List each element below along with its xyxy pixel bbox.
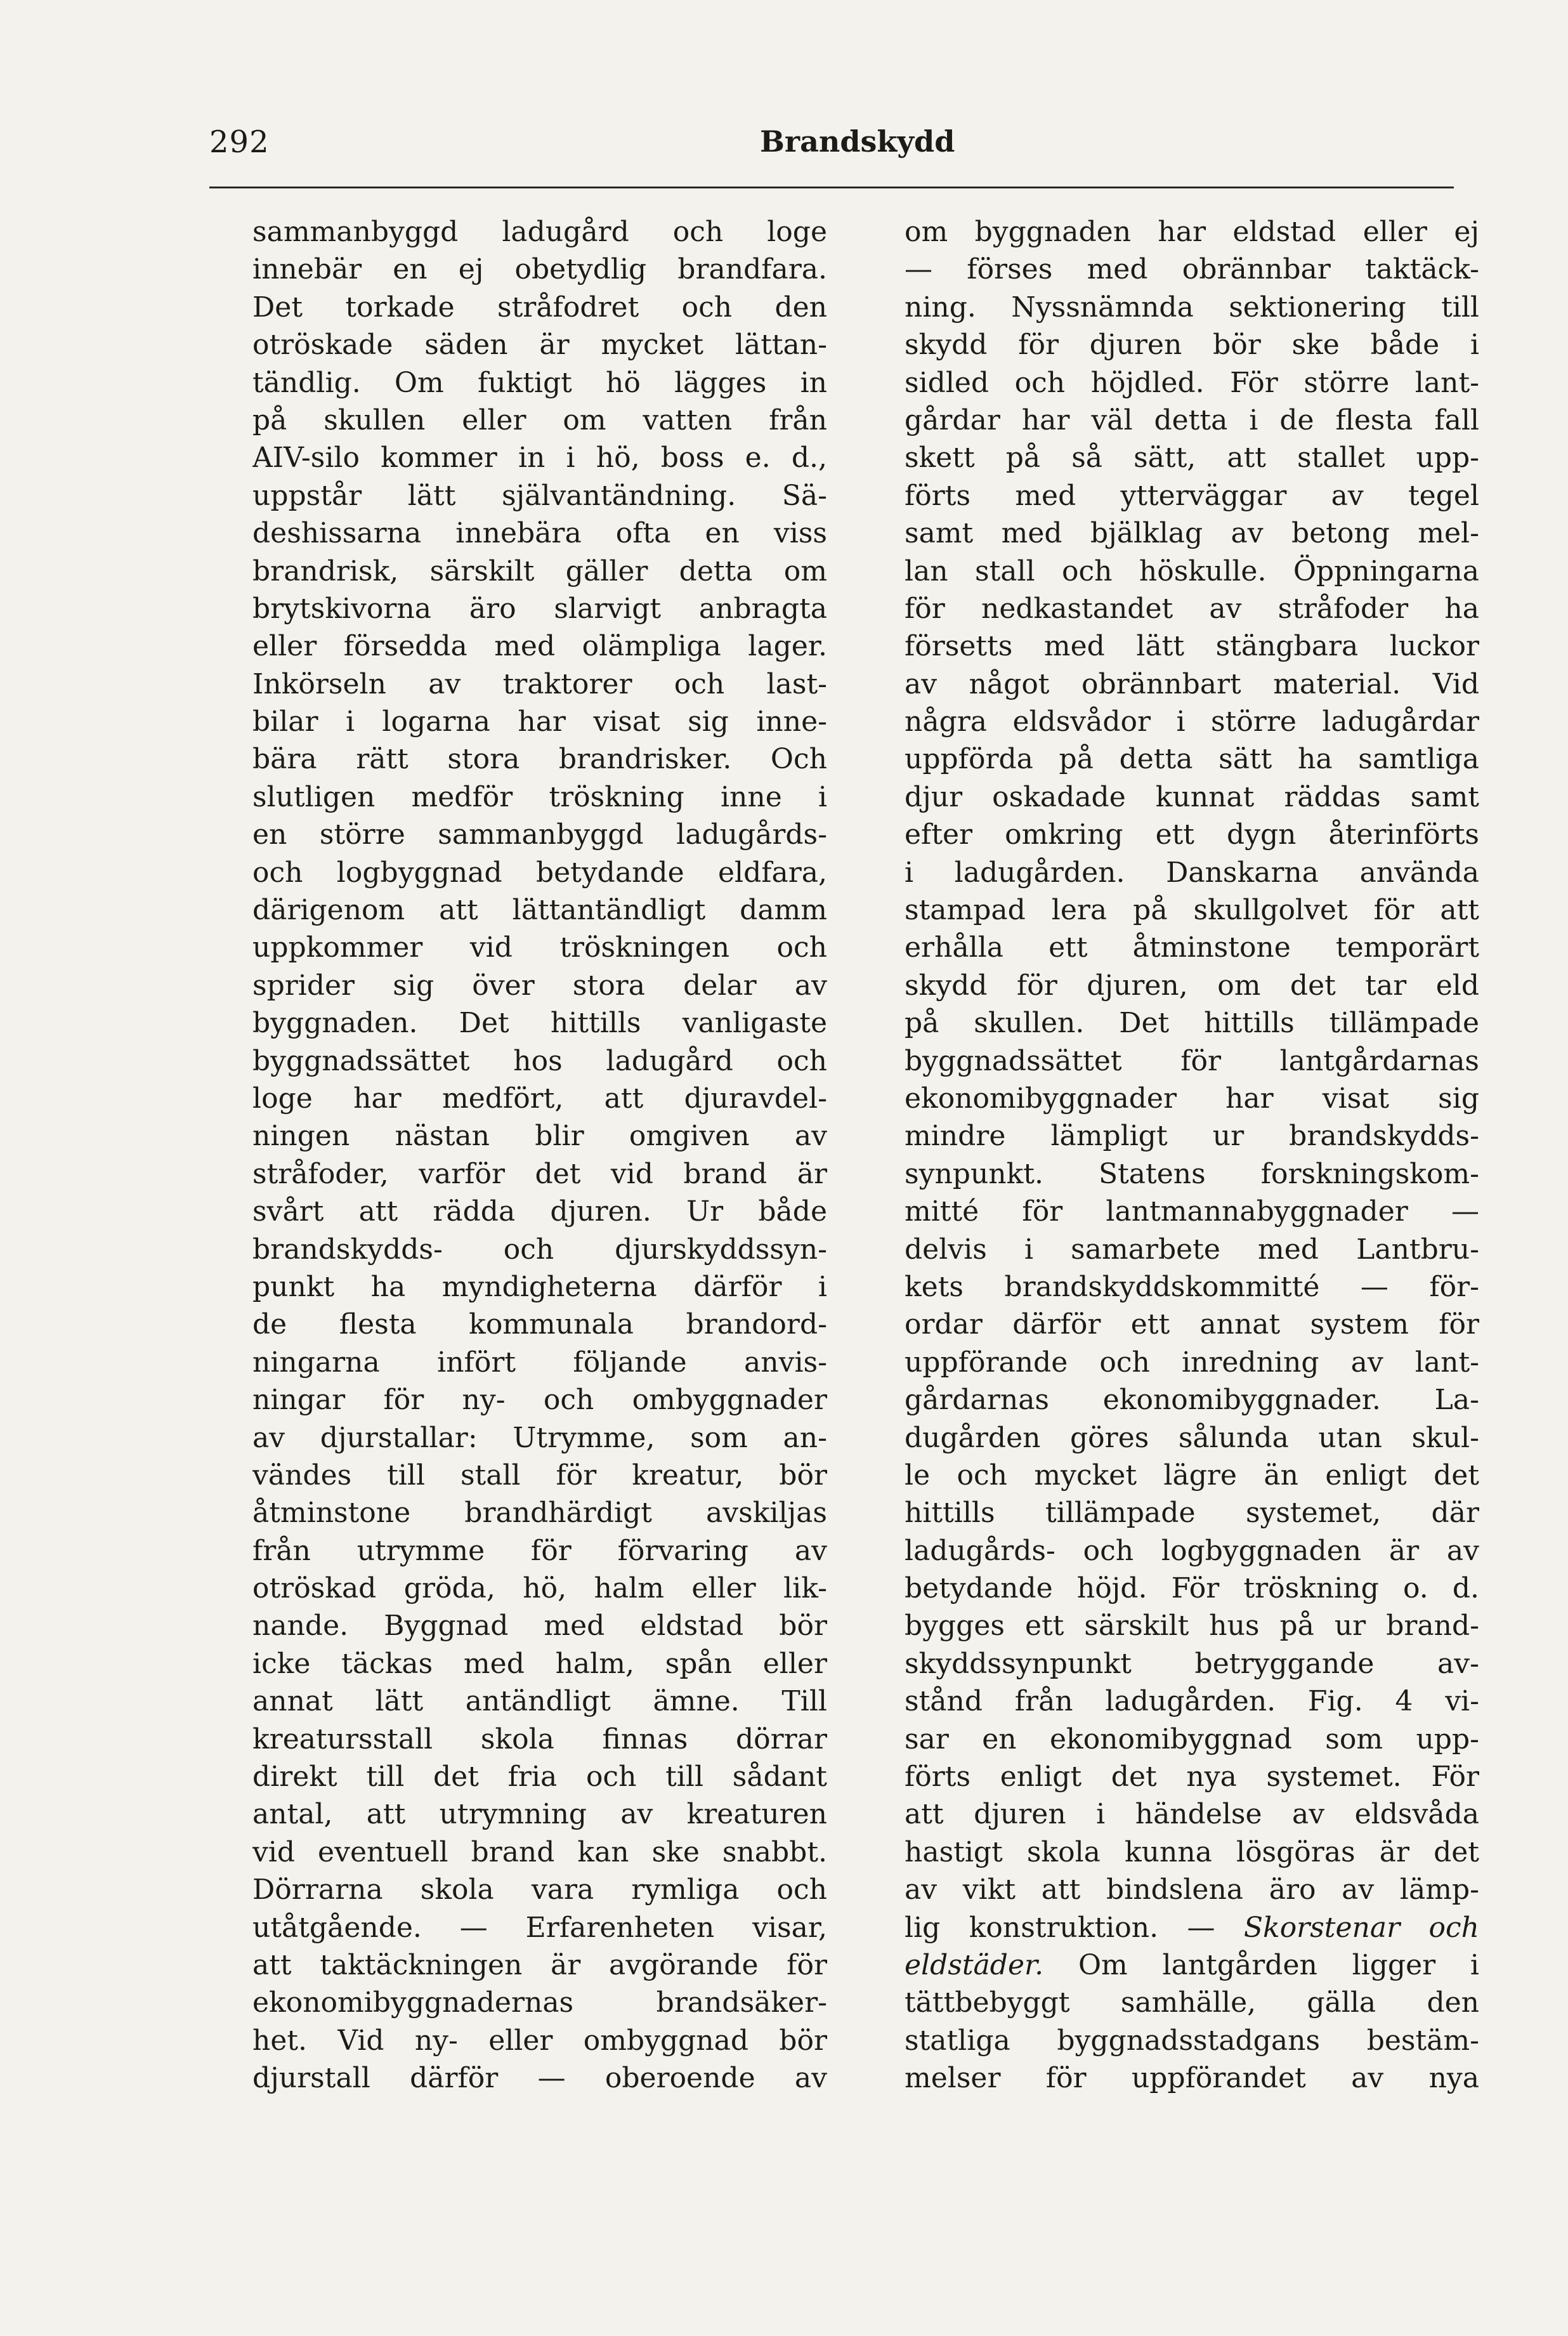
text-line: loge har medfört, att djuravdel- — [252, 1082, 827, 1115]
text-line: försetts med lätt stängbara luckor — [905, 630, 1479, 663]
text-line: bilar i logarna har visat sig inne- — [252, 705, 827, 738]
text-line: eller försedda med olämpliga lager. — [252, 630, 827, 663]
right-column — [905, 213, 1479, 2097]
text-line: bygges ett särskilt hus på ur brand- — [905, 1610, 1479, 1643]
text-line: statliga byggnadsstadgans bestäm- — [905, 2024, 1479, 2057]
text-line: delvis i samarbete med Lantbru- — [905, 1233, 1479, 1266]
text-line: lan stall och höskulle. Öppningarna — [905, 554, 1479, 587]
text-line: deshissarna innebära ofta en viss — [252, 517, 827, 550]
text-line: ladugårds- och logbyggnaden är av — [905, 1534, 1479, 1567]
text-line: byggnaden. Det hittills vanligaste — [252, 1007, 827, 1040]
text-line: tättbebyggt samhälle, gälla den — [905, 1986, 1479, 2019]
running-head: Brandskydd — [760, 124, 955, 159]
text-line: stråfoder, varför det vid brand är — [252, 1157, 827, 1190]
text-line: efter omkring ett dygn återinförts — [905, 818, 1479, 851]
text-line: skydd för djuren, om det tar eld — [905, 969, 1479, 1002]
text-line: några eldsvådor i större ladugårdar — [905, 705, 1479, 738]
text-line: vändes till stall för kreatur, bör — [252, 1459, 827, 1492]
text-line: gårdarnas ekonomibyggnader. La- — [905, 1384, 1479, 1417]
text-line: dugården göres sålunda utan skul- — [905, 1421, 1479, 1454]
text-line: mitté för lantmannabyggnader — — [905, 1195, 1479, 1228]
text-line: mindre lämpligt ur brandskydds- — [905, 1120, 1479, 1153]
text-line: byggnadssättet för lantgårdarnas — [905, 1044, 1479, 1077]
text-line: antal, att utrymning av kreaturen — [252, 1798, 827, 1831]
text-line: sar en ekonomibyggnad som upp- — [905, 1722, 1479, 1755]
text-line: ningar för ny- och ombyggnader — [252, 1384, 827, 1417]
text-line: brytskivorna äro slarvigt anbragta — [252, 592, 827, 625]
text-line: slutligen medför tröskning inne i — [252, 780, 827, 813]
text-line: skett på så sätt, att stallet upp- — [905, 442, 1479, 475]
text-line: melser för uppförandet av nya — [905, 2062, 1479, 2095]
text-line: ordar därför ett annat system för — [905, 1308, 1479, 1341]
text-line: vid eventuell brand kan ske snabbt. — [252, 1835, 827, 1868]
text-line: för nedkastandet av stråfoder ha — [905, 592, 1479, 625]
text-line: erhålla ett åtminstone temporärt — [905, 931, 1479, 964]
text-line: av djurstallar: Utrymme, som an- — [252, 1421, 827, 1454]
text-line: att djuren i händelse av eldsvåda — [905, 1798, 1479, 1831]
text-line: Inkörseln av traktorer och last- — [252, 667, 827, 700]
text-line: att taktäckningen är avgörande för — [252, 1948, 827, 1981]
text-line: stånd från ladugården. Fig. 4 vi- — [905, 1685, 1479, 1718]
text-line: ekonomibyggnadernas brandsäker- — [252, 1986, 827, 2019]
text-line: i ladugården. Danskarna använda — [905, 856, 1479, 889]
text-run: Om lantgården ligger i — [1043, 1948, 1479, 1981]
text-line: stampad lera på skullgolvet för att — [905, 894, 1479, 927]
text-line: skyddssynpunkt betryggande av- — [905, 1647, 1479, 1680]
text-line: svårt att rädda djuren. Ur både — [252, 1195, 827, 1228]
text-line: betydande höjd. För tröskning o. d. — [905, 1572, 1479, 1605]
text-line-with-italics — [905, 1909, 1479, 1946]
text-line: AIV-silo kommer in i hö, boss e. d., — [252, 442, 827, 475]
text-line: Det torkade stråfodret och den — [252, 291, 827, 324]
text-line: punkt ha myndigheterna därför i — [252, 1270, 827, 1303]
text-line: hittills tillämpade systemet, där — [905, 1497, 1479, 1530]
text-line: uppstår lätt självantändning. Sä- — [252, 479, 827, 512]
text-line: åtminstone brandhärdigt avskiljas — [252, 1497, 827, 1530]
text-line: tändlig. Om fuktigt hö lägges in — [252, 366, 827, 399]
text-line: brandskydds- och djurskyddssyn- — [252, 1233, 827, 1266]
text-line: av vikt att bindslena äro av lämp- — [905, 1873, 1479, 1906]
text-line: het. Vid ny- eller ombyggnad bör — [252, 2024, 827, 2057]
page-header — [209, 124, 1454, 175]
text-line: innebär en ej obetydlig brandfara. — [252, 253, 827, 286]
text-line: ekonomibyggnader har visat sig — [905, 1082, 1479, 1115]
text-line: otröskad gröda, hö, halm eller lik- — [252, 1572, 827, 1605]
text-line: om byggnaden har eldstad eller ej — [905, 216, 1479, 248]
text-line: djurstall därför — oberoende av — [252, 2062, 827, 2095]
text-line: och logbyggnad betydande eldfara, — [252, 856, 827, 889]
text-line: kets brandskyddskommitté — för- — [905, 1270, 1479, 1303]
text-line: sprider sig över stora delar av — [252, 969, 827, 1002]
text-line: förts enligt det nya systemet. För — [905, 1761, 1479, 1794]
text-line-with-italics — [905, 1946, 1479, 1984]
text-line: utåtgående. — Erfarenheten visar, — [252, 1911, 827, 1944]
text-line: nande. Byggnad med eldstad bör — [252, 1610, 827, 1643]
header-rule — [209, 187, 1454, 188]
text-line: Dörrarna skola vara rymliga och — [252, 1873, 827, 1906]
text-line: synpunkt. Statens forskningskom- — [905, 1157, 1479, 1190]
text-line: djur oskadade kunnat räddas samt — [905, 780, 1479, 813]
text-line: förts med ytterväggar av tegel — [905, 479, 1479, 512]
text-line: de flesta kommunala brandord- — [252, 1308, 827, 1341]
text-line: samt med bjälklag av betong mel- — [905, 517, 1479, 550]
text-line: sidled och höjdled. För större lant- — [905, 366, 1479, 399]
text-line: av något obrännbart material. Vid — [905, 667, 1479, 700]
text-line: brandrisk, särskilt gäller detta om — [252, 554, 827, 587]
text-line: gårdar har väl detta i de flesta fall — [905, 404, 1479, 436]
text-line: kreatursstall skola finnas dörrar — [252, 1722, 827, 1755]
text-line: — förses med obrännbar taktäck- — [905, 253, 1479, 286]
text-line: uppkommer vid tröskningen och — [252, 931, 827, 964]
text-line: otröskade säden är mycket lättan- — [252, 329, 827, 362]
text-line: uppförande och inredning av lant- — [905, 1346, 1479, 1379]
text-line: en större sammanbyggd ladugårds- — [252, 818, 827, 851]
page-number: 292 — [209, 124, 270, 160]
text-line: skydd för djuren bör ske både i — [905, 329, 1479, 362]
text-line: direkt till det fria och till sådant — [252, 1761, 827, 1794]
text-line: le och mycket lägre än enligt det — [905, 1459, 1479, 1492]
text-run: lig konstruktion. — — [905, 1911, 1244, 1944]
text-line: från utrymme för förvaring av — [252, 1534, 827, 1567]
text-line: ning. Nyssnämnda sektionering till — [905, 291, 1479, 324]
left-column — [252, 213, 827, 2097]
text-line: icke täckas med halm, spån eller — [252, 1647, 827, 1680]
text-line: ningarna infört följande anvis- — [252, 1346, 827, 1379]
text-line: uppförda på detta sätt ha samtliga — [905, 743, 1479, 776]
text-line: på skullen. Det hittills tillämpade — [905, 1007, 1479, 1040]
text-line: hastigt skola kunna lösgöras är det — [905, 1835, 1479, 1868]
italic-run: eldstäder. — [905, 1948, 1044, 1981]
text-line: byggnadssättet hos ladugård och — [252, 1044, 827, 1077]
text-line: bära rätt stora brandrisker. Och — [252, 743, 827, 776]
italic-run: Skorstenar och — [1243, 1911, 1479, 1944]
text-line: annat lätt antändligt ämne. Till — [252, 1685, 827, 1718]
text-line: därigenom att lättantändligt damm — [252, 894, 827, 927]
text-line: sammanbyggd ladugård och loge — [252, 216, 827, 248]
text-line: på skullen eller om vatten från — [252, 404, 827, 436]
text-line: ningen nästan blir omgiven av — [252, 1120, 827, 1153]
